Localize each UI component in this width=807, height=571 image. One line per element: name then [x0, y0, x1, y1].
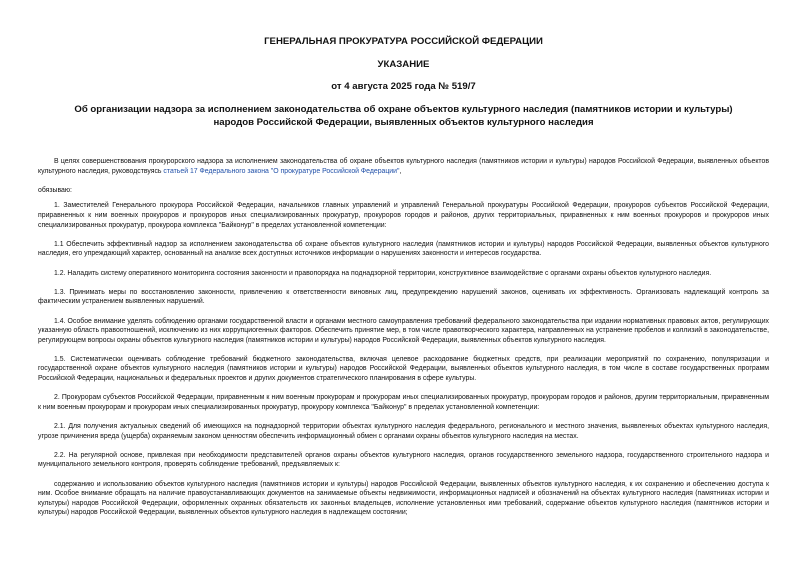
paragraph-2: 2. Прокурорам субъектов Российской Федерации, приравненным к ним военным прокурорам и прокурорам иных специализированных прокуратур, прокурорам городов и районов, другим территориальным, приравненным к ним военным прокурорам и прокурорам иных специализированных прокуратур, прокурору комплекса "Байконур" в пределах установленной компетенции:	[38, 394, 769, 411]
document-body	[38, 157, 769, 528]
document-kind: УКАЗАНИЕ	[377, 59, 430, 70]
document-date-number: от 4 августа 2025 года № 519/7	[331, 81, 476, 92]
paragraph-1-2: 1.2. Наладить систему оперативного мониторинга состояния законности и правопорядка на поднадзорной территории, конструктивное взаимодействие с органами охраны объектов культурного наследия.	[54, 269, 712, 277]
paragraph-1-4: 1.4. Особое внимание уделять соблюдению органами государственной власти и органами местного самоуправления требований федерального законодательства при издании нормативных правовых актов, регулирующих указанную область правоотношений, исключению из них коррупциогенных факторов. Обеспечить принятие мер, в том числе правотворческого характера, направленных на устранение пробелов и коллизий в законодательстве, регулирующем вопросы охраны объектов культурного наследия (памятников истории и культуры) народов Российской Федерации, выявленных объектов культурного наследия.	[38, 317, 769, 344]
law-article-link[interactable]: статьей 17 Федерального закона "О прокуратуре Российской Федерации"	[163, 167, 400, 175]
paragraph-2-1: 2.1. Для получения актуальных сведений об имеющихся на поднадзорной территории объектах культурного наследия федерального, регионального и местного значения, выявленных объектах культурного наследия, угрозе причинения вреда (ущерба) охраняемым законом ценностям обеспечить информационный обмен с органами охраны объектов культурного наследия на местах.	[38, 423, 769, 440]
intro-text: В целях совершенствования прокурорского надзора за исполнением законодательства об охране объектов культурного наследия (памятников истории и культуры) народов Российской Федерации, выявленных объектов культурного наследия, руководствуясь	[38, 158, 769, 175]
paragraph-2-2: 2.2. На регулярной основе, привлекая при необходимости представителей органов охраны объектов культурного наследия, органов государственного земельного надзора, государственного строительного надзора и муниципального земельного контроля, проверять соблюдение требований, предъявляемых к:	[38, 451, 769, 469]
paragraph-1-1: 1.1 Обеспечить эффективный надзор за исполнением законодательства об охране объектов культурного наследия (памятников истории и культуры) народов Российской Федерации, выявленных объектов культурного наследия, его упреждающий характер, основанный на анализе всех доступных источников информации о нарушениях законности и интересов государства.	[38, 240, 769, 258]
intro-text-end: ,	[399, 167, 402, 175]
obliging-paragraph: обязываю:	[38, 186, 72, 194]
paragraph-2-2-a: содержанию и использованию объектов культурного наследия (памятников истории и культуры) народов Российской Федерации, выявленных объектов культурного наследия, к их сохранению и обеспечению доступа к ним. Особое внимание обращать на наличие правоустанавливающих документов на занимаемые объекты недвижимости, информационных надписей и обозначений на объектах культурного наследия (памятниках истории и культуры) народов Российской Федерации, оформленных охранных обязательств их законных владельцев, исполнение установленных ими требований, содержание объектов культурного наследия (памятников истории и культуры) народов Российской Федерации, выявленных объектов культурного наследия в надлежащем состоянии;	[38, 480, 769, 517]
document-title: Об организации надзора за исполнением законодательства об охране объектов культурного наследия (памятников истории и культуры) народов Российской Федерации, выявленных объектов культурного наследия	[74, 104, 733, 128]
organization-heading: ГЕНЕРАЛЬНАЯ ПРОКУРАТУРА РОССИЙСКОЙ ФЕДЕРАЦИИ	[264, 36, 543, 47]
paragraph-1: 1. Заместителей Генерального прокурора Российской Федерации, начальников главных управлений и управлений Генеральной прокуратуры Российской Федерации, прокуроров субъектов Российской Федерации, приравненных к ним военных прокуроров и прокуроров иных специализированных прокуратур, прокуроров городов и районов, других территориальных, приравненных к ним военных прокуроров и прокуроров иных специализированных прокуратур, прокурора комплекса "Байконур" в пределах установленной компетенции:	[38, 202, 769, 229]
intro-paragraph	[38, 157, 769, 176]
paragraph-1-3: 1.3. Принимать меры по восстановлению законности, привлечению к ответственности виновных лиц, предупреждению нарушений законов, оценивать их эффективность. Организовать надлежащий контроль за фактическим устранением выявленных нарушений.	[38, 288, 769, 306]
paragraph-1-5: 1.5. Систематически оценивать соблюдение требований бюджетного законодательства, включая целевое расходование бюджетных средств, при реализации мероприятий по сохранению, популяризации и государственной охране объектов культурного наследия (памятников истории и культуры) народов Российской Федерации, выявленных объектов культурного наследия, в том числе в составе государственных программ Российской Федерации, национальных и федеральных проектов и других документов стратегического планирования в сфере культуры.	[38, 355, 769, 383]
